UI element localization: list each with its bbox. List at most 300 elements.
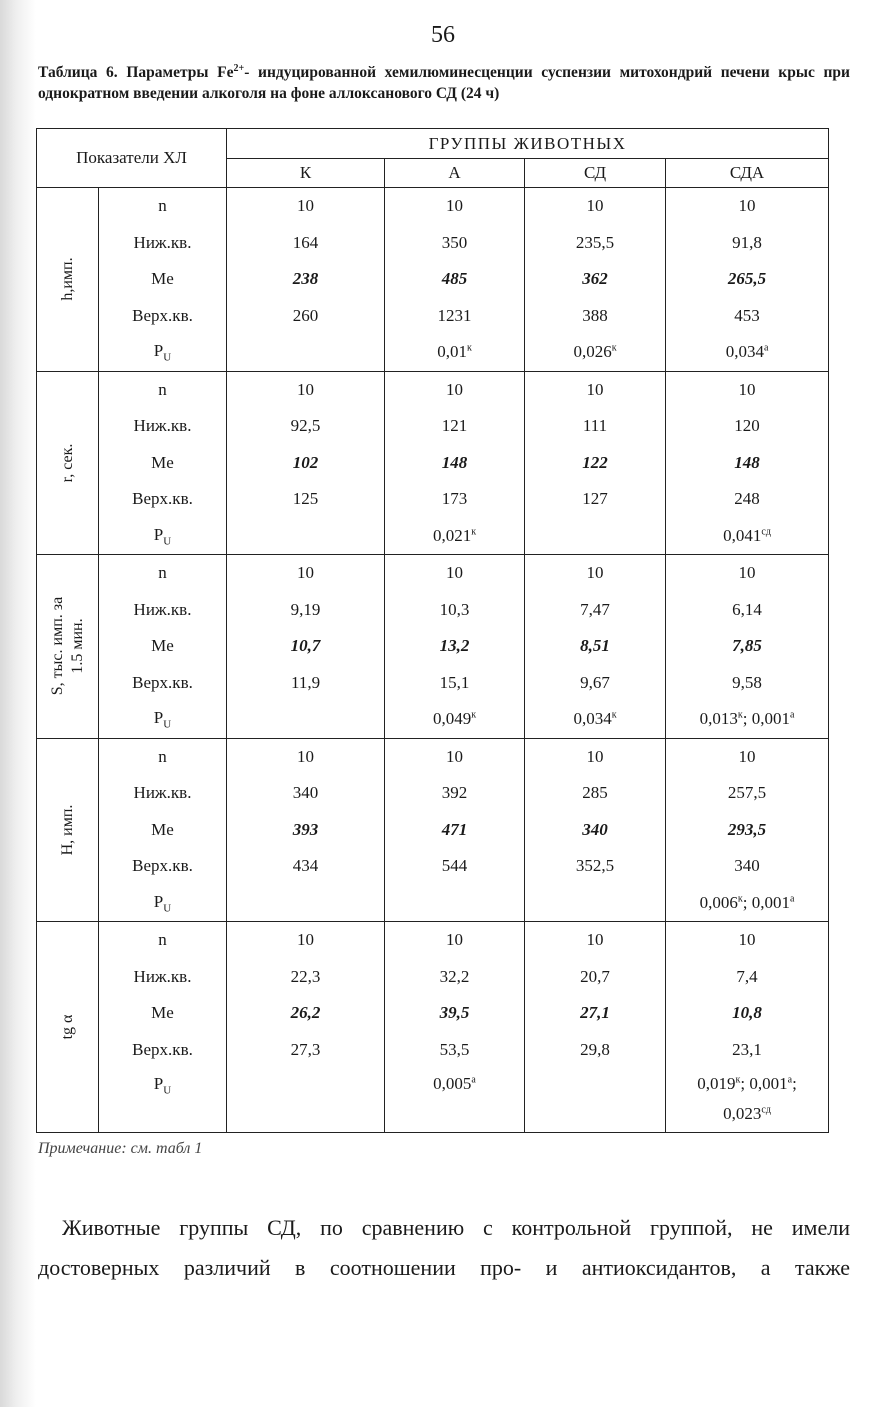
cell-superscript: к xyxy=(611,342,617,354)
cell-value: 285 xyxy=(582,783,608,803)
cell-sda xyxy=(666,738,829,775)
table-row xyxy=(37,701,829,738)
cell-k xyxy=(227,665,385,702)
table-row xyxy=(37,445,829,482)
cell-a xyxy=(385,408,525,445)
cell-k xyxy=(227,701,385,738)
cell-value: 32,2 xyxy=(439,966,470,986)
cell-sda xyxy=(666,922,829,959)
cell-superscript: сд xyxy=(761,526,771,538)
cell-sd xyxy=(525,885,666,922)
cell-sd xyxy=(525,445,666,482)
cell-a xyxy=(385,701,525,738)
table-row xyxy=(37,1068,829,1133)
cell-value: 388 xyxy=(582,305,608,325)
cell-sd xyxy=(525,261,666,298)
cell-sda xyxy=(666,518,829,555)
table-row xyxy=(37,775,829,812)
table-row xyxy=(37,995,829,1032)
row-label xyxy=(99,922,227,959)
cell-value: 485 xyxy=(441,269,468,289)
cell-value: 340 xyxy=(734,856,760,876)
column-header-sd: СД xyxy=(525,159,666,188)
cell-sd xyxy=(525,812,666,849)
table-row xyxy=(37,665,829,702)
cell-sda xyxy=(666,371,829,408)
cell-superscript: к xyxy=(471,709,477,721)
cell-value: 10 xyxy=(738,746,756,766)
cell-k xyxy=(227,848,385,885)
cell-sd xyxy=(525,298,666,335)
table-row xyxy=(37,812,829,849)
cell-k xyxy=(227,775,385,812)
cell-value: 102 xyxy=(292,452,319,472)
cell-sd xyxy=(525,848,666,885)
cell-value: 148 xyxy=(734,452,760,472)
row-label-text: Ниж.кв. xyxy=(133,232,192,252)
section-label-text: H, имп. xyxy=(58,804,76,856)
row-label-text: Верх.кв. xyxy=(132,672,193,692)
row-label-text: Me xyxy=(151,1003,174,1023)
table-row xyxy=(37,261,829,298)
cell-value: 393 xyxy=(292,819,319,839)
row-label xyxy=(99,848,227,885)
caption-superscript: 2+ xyxy=(233,62,245,74)
row-label-subscript: U xyxy=(163,534,172,547)
cell-k xyxy=(227,1032,385,1069)
cell-value: 26,2 xyxy=(290,1003,321,1023)
table-row xyxy=(37,959,829,996)
cell-a xyxy=(385,995,525,1032)
cell-sd xyxy=(525,225,666,262)
table-row xyxy=(37,225,829,262)
cell-sda xyxy=(666,665,829,702)
cell-k xyxy=(227,188,385,225)
cell-value: 362 xyxy=(582,269,608,289)
cell-sd xyxy=(525,1068,666,1133)
row-label xyxy=(99,1068,227,1133)
cell-sda xyxy=(666,995,829,1032)
cell-value: 6,14 xyxy=(732,599,762,619)
cell-second-line xyxy=(666,1104,828,1124)
row-label-text: P xyxy=(153,1074,164,1093)
cell-sda xyxy=(666,445,829,482)
cell-value: 0,026 xyxy=(573,342,612,362)
cell-k xyxy=(227,555,385,592)
cell-value: 10 xyxy=(586,563,604,583)
cell-superscript-line2: сд xyxy=(761,1104,771,1116)
cell-a xyxy=(385,665,525,702)
row-label xyxy=(99,701,227,738)
cell-value: 0,01 xyxy=(437,342,467,362)
cell-value: 0,013 xyxy=(699,709,738,729)
cell-value: 22,3 xyxy=(290,966,321,986)
cell-value: 120 xyxy=(734,416,760,436)
cell-value: 127 xyxy=(582,489,608,509)
cell-k xyxy=(227,408,385,445)
cell-a xyxy=(385,1032,525,1069)
cell-k xyxy=(227,995,385,1032)
cell-a xyxy=(385,555,525,592)
cell-k xyxy=(227,298,385,335)
cell-value: 27,1 xyxy=(580,1003,610,1023)
cell-value: 10 xyxy=(738,196,756,216)
table-row xyxy=(37,848,829,885)
row-label xyxy=(99,628,227,665)
table-row xyxy=(37,628,829,665)
cell-value: 10 xyxy=(586,196,604,216)
cell-value: 10 xyxy=(446,196,464,216)
table-row xyxy=(37,1032,829,1069)
cell-a xyxy=(385,812,525,849)
cell-a xyxy=(385,848,525,885)
cell-sda xyxy=(666,261,829,298)
section-label xyxy=(37,922,99,1133)
cell-value: 125 xyxy=(292,489,319,509)
cell-sda xyxy=(666,628,829,665)
row-label-text: Ниж.кв. xyxy=(133,783,192,803)
cell-value: 10 xyxy=(297,196,315,216)
cell-value: 29,8 xyxy=(580,1039,610,1059)
cell-value-2: ; 0,001 xyxy=(742,892,790,912)
cell-value: 10 xyxy=(446,379,464,399)
cell-value: 10 xyxy=(297,930,315,950)
row-label xyxy=(99,188,227,225)
cell-sd xyxy=(525,371,666,408)
row-label xyxy=(99,518,227,555)
cell-superscript: к xyxy=(471,526,477,538)
table-row xyxy=(37,592,829,629)
cell-value-2: ; 0,001 xyxy=(742,709,790,729)
cell-superscript-2: а xyxy=(789,893,795,905)
cell-k xyxy=(227,371,385,408)
cell-a xyxy=(385,371,525,408)
cell-a xyxy=(385,885,525,922)
cell-sd xyxy=(525,555,666,592)
cell-value: 39,5 xyxy=(439,1003,470,1023)
row-label xyxy=(99,298,227,335)
cell-sd xyxy=(525,1032,666,1069)
cell-superscript: к xyxy=(737,893,743,905)
cell-sda xyxy=(666,188,829,225)
table-note: Примечание: см. табл 1 xyxy=(38,1140,203,1157)
cell-sd xyxy=(525,334,666,371)
row-label xyxy=(99,592,227,629)
row-label-text: Верх.кв. xyxy=(132,1039,193,1059)
cell-k xyxy=(227,812,385,849)
row-label xyxy=(99,959,227,996)
cell-sd xyxy=(525,481,666,518)
cell-value: 111 xyxy=(582,416,608,436)
cell-a xyxy=(385,922,525,959)
table-row xyxy=(37,555,829,592)
cell-value: 293,5 xyxy=(727,819,767,839)
row-label xyxy=(99,555,227,592)
row-label-text: P xyxy=(153,891,164,911)
caption-prefix: Таблица 6. Параметры Fe xyxy=(38,64,234,81)
cell-value: 0,019 xyxy=(697,1074,736,1093)
cell-value: 8,51 xyxy=(580,636,610,656)
cell-value: 0,006 xyxy=(699,892,738,912)
indicators-header: Показатели ХЛ xyxy=(37,129,227,188)
cell-sd xyxy=(525,959,666,996)
cell-value: 164 xyxy=(292,232,319,252)
cell-sd xyxy=(525,408,666,445)
section-label xyxy=(37,738,99,922)
cell-value: 257,5 xyxy=(727,783,767,803)
cell-superscript-2: а xyxy=(787,1074,793,1086)
cell-sd xyxy=(525,518,666,555)
row-label-text: n xyxy=(158,196,167,216)
table-row xyxy=(37,298,829,335)
cell-sda xyxy=(666,592,829,629)
cell-sda xyxy=(666,812,829,849)
row-label-text: Верх.кв. xyxy=(132,489,193,509)
row-label xyxy=(99,775,227,812)
table-row xyxy=(37,188,829,225)
row-label-text: Верх.кв. xyxy=(132,856,193,876)
cell-value: 9,67 xyxy=(580,672,610,692)
cell-k xyxy=(227,1068,385,1133)
cell-value: 10,3 xyxy=(439,599,470,619)
row-label-subscript: U xyxy=(163,351,172,364)
cell-value: 10 xyxy=(586,379,604,399)
section-label-text: h,имп. xyxy=(58,257,76,301)
section-label-text: tg α xyxy=(58,1014,76,1040)
row-label xyxy=(99,408,227,445)
cell-sd xyxy=(525,922,666,959)
cell-value: 260 xyxy=(292,305,319,325)
groups-header: ГРУППЫ ЖИВОТНЫХ xyxy=(227,129,829,159)
cell-value: 10 xyxy=(738,930,756,950)
cell-superscript-2: а xyxy=(789,709,795,721)
cell-value: 27,3 xyxy=(290,1039,321,1059)
cell-value: 350 xyxy=(441,232,468,252)
cell-value: 92,5 xyxy=(290,416,321,436)
row-label-text: Me xyxy=(151,636,174,656)
cell-superscript: к xyxy=(466,342,472,354)
cell-value: 121 xyxy=(441,416,468,436)
cell-value: 9,19 xyxy=(290,599,321,619)
cell-value: 0,005 xyxy=(433,1074,472,1093)
table-row xyxy=(37,481,829,518)
cell-a xyxy=(385,481,525,518)
cell-value: 471 xyxy=(441,819,468,839)
cell-k xyxy=(227,738,385,775)
cell-value: 340 xyxy=(292,783,319,803)
cell-sda xyxy=(666,775,829,812)
cell-k xyxy=(227,225,385,262)
cell-k xyxy=(227,445,385,482)
cell-sda xyxy=(666,848,829,885)
row-label-text: n xyxy=(158,930,167,950)
section-label xyxy=(37,371,99,555)
page-number: 56 xyxy=(431,22,455,48)
row-label xyxy=(99,812,227,849)
cell-value: 10,8 xyxy=(732,1003,762,1023)
cell-value: 13,2 xyxy=(439,636,470,656)
cell-value-3: ; xyxy=(792,1074,797,1093)
cell-a xyxy=(385,298,525,335)
table-caption xyxy=(38,62,850,104)
cell-sd xyxy=(525,188,666,225)
cell-superscript: к xyxy=(735,1074,741,1086)
cell-value: 15,1 xyxy=(439,672,470,692)
cell-value: 20,7 xyxy=(580,966,610,986)
cell-value: 10 xyxy=(446,746,464,766)
cell-sd xyxy=(525,995,666,1032)
row-label-text: P xyxy=(153,341,164,361)
cell-sd xyxy=(525,775,666,812)
row-label-text: n xyxy=(158,746,167,766)
cell-k xyxy=(227,592,385,629)
cell-value: 0,034 xyxy=(573,709,612,729)
cell-sda xyxy=(666,481,829,518)
cell-superscript: а xyxy=(763,342,769,354)
column-header-a: А xyxy=(385,159,525,188)
row-label xyxy=(99,371,227,408)
cell-sda xyxy=(666,1032,829,1069)
cell-sda xyxy=(666,555,829,592)
column-header-sda: СДА xyxy=(666,159,829,188)
cell-value: 10 xyxy=(738,379,756,399)
cell-value: 0,021 xyxy=(432,525,472,545)
cell-value: 7,85 xyxy=(732,636,762,656)
paragraph-text: Животные группы СД, по сравнению с контрольной группой, не имели достоверных различий в соотношении про- и антиоксидантов, а также xyxy=(38,1215,850,1280)
cell-k xyxy=(227,334,385,371)
row-label-text: Me xyxy=(151,452,174,472)
cell-value: 10 xyxy=(297,379,315,399)
cell-k xyxy=(227,959,385,996)
row-label-subscript: U xyxy=(163,718,172,731)
cell-sda xyxy=(666,298,829,335)
cell-value: 122 xyxy=(582,452,608,472)
row-label-text: Me xyxy=(151,269,174,289)
cell-value: 10 xyxy=(297,746,315,766)
cell-a xyxy=(385,261,525,298)
cell-a xyxy=(385,592,525,629)
row-label-text: Me xyxy=(151,819,174,839)
column-header-k: К xyxy=(227,159,385,188)
cell-value: 173 xyxy=(441,489,468,509)
section-label-text-line2: 1.5 мин. xyxy=(68,618,86,674)
cell-value: 265,5 xyxy=(727,269,767,289)
row-label-text: Ниж.кв. xyxy=(133,599,192,619)
row-label xyxy=(99,1032,227,1069)
row-label xyxy=(99,481,227,518)
cell-superscript: к xyxy=(611,709,617,721)
cell-value: 10 xyxy=(297,563,315,583)
cell-value: 10 xyxy=(446,563,464,583)
table-row xyxy=(37,334,829,371)
cell-a xyxy=(385,628,525,665)
section-label xyxy=(37,555,99,739)
cell-value: 544 xyxy=(441,856,468,876)
cell-a xyxy=(385,518,525,555)
cell-value: 10,7 xyxy=(290,636,321,656)
cell-sda xyxy=(666,334,829,371)
cell-value: 10 xyxy=(586,746,604,766)
cell-a xyxy=(385,959,525,996)
table-row xyxy=(37,885,829,922)
row-label xyxy=(99,261,227,298)
cell-sd xyxy=(525,665,666,702)
cell-value: 0,041 xyxy=(723,525,762,545)
cell-a xyxy=(385,775,525,812)
cell-value: 0,049 xyxy=(432,709,472,729)
cell-sda xyxy=(666,1068,829,1133)
cell-sda xyxy=(666,408,829,445)
cell-value: 53,5 xyxy=(439,1039,470,1059)
scan-edge-shadow xyxy=(0,0,36,1407)
cell-value: 9,58 xyxy=(732,672,762,692)
cell-value: 0,034 xyxy=(725,342,764,362)
cell-k xyxy=(227,922,385,959)
row-label xyxy=(99,665,227,702)
cell-superscript: а xyxy=(471,1074,476,1086)
row-label xyxy=(99,995,227,1032)
cell-a xyxy=(385,334,525,371)
cell-sd xyxy=(525,628,666,665)
row-label-text: Ниж.кв. xyxy=(133,416,192,436)
cell-value-line2: 0,023 xyxy=(723,1104,762,1123)
row-label-subscript: U xyxy=(163,1084,172,1097)
cell-value: 248 xyxy=(734,489,760,509)
cell-k xyxy=(227,885,385,922)
table-row xyxy=(37,738,829,775)
cell-sd xyxy=(525,738,666,775)
row-label xyxy=(99,885,227,922)
cell-value: 235,5 xyxy=(575,232,615,252)
cell-value: 148 xyxy=(441,452,468,472)
section-label xyxy=(37,188,99,372)
row-label-text: Верх.кв. xyxy=(132,305,193,325)
cell-k xyxy=(227,628,385,665)
cell-k xyxy=(227,481,385,518)
cell-value: 11,9 xyxy=(290,672,321,692)
section-label-text: r, сек. xyxy=(58,443,76,483)
cell-value: 23,1 xyxy=(732,1039,762,1059)
row-label-text: P xyxy=(153,524,164,544)
cell-sda xyxy=(666,959,829,996)
row-label-subscript: U xyxy=(163,901,172,914)
row-label-text: n xyxy=(158,379,167,399)
row-label-text: Ниж.кв. xyxy=(133,966,192,986)
cell-sd xyxy=(525,701,666,738)
cell-value: 91,8 xyxy=(732,232,762,252)
row-label-text: P xyxy=(153,708,164,728)
cell-sda xyxy=(666,885,829,922)
cell-a xyxy=(385,1068,525,1133)
cell-value: 7,47 xyxy=(580,599,610,619)
cell-k xyxy=(227,261,385,298)
cell-a xyxy=(385,445,525,482)
table-row xyxy=(37,922,829,959)
table-row xyxy=(37,371,829,408)
cell-sda xyxy=(666,225,829,262)
table-row xyxy=(37,408,829,445)
row-label xyxy=(99,225,227,262)
cell-value: 453 xyxy=(734,305,760,325)
caption-suffix: - индуцированной хемилюминесценции суспензии митохондрий печени крыс при однократном введении алкоголя на фоне аллоксанового СД (24 ч) xyxy=(38,64,850,102)
cell-value: 352,5 xyxy=(575,856,615,876)
cell-value: 392 xyxy=(441,783,468,803)
cell-value: 340 xyxy=(582,819,608,839)
cell-value: 10 xyxy=(446,930,464,950)
cell-sda xyxy=(666,701,829,738)
cell-value: 10 xyxy=(586,930,604,950)
cell-value: 238 xyxy=(292,269,319,289)
